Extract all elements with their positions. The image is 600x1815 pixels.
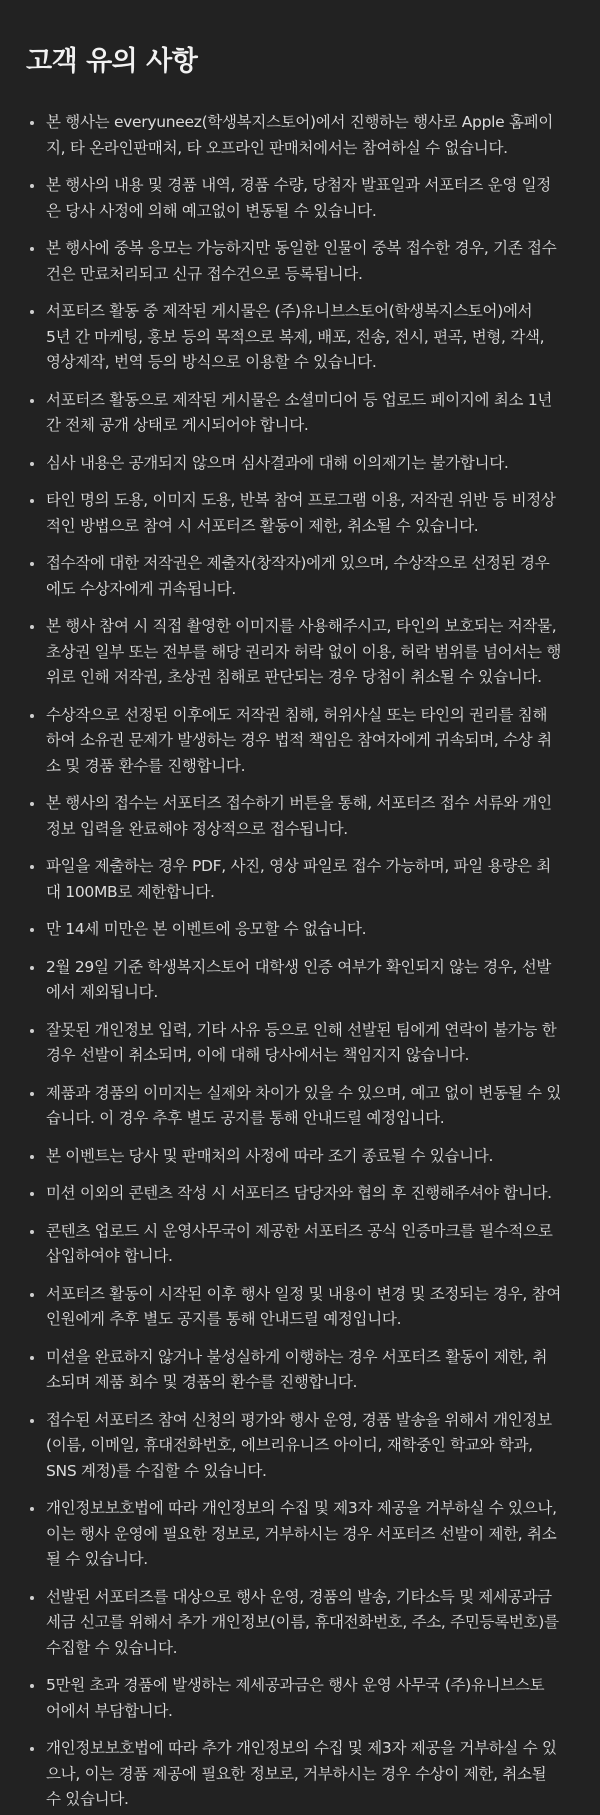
notice-item-text: 제품과 경품의 이미지는 실제와 차이가 있을 수 있으며, 예고 없이 변동될 수 있 <box>46 1083 562 1102</box>
notice-item-text: 미션을 완료하지 않거나 불성실하게 이행하는 경우 서포터즈 활동이 제한, 취 <box>46 1347 548 1366</box>
notice-item <box>26 955 574 1006</box>
notice-item-text: 초상권 일부 또는 전부를 해당 권리자 허락 없이 이용, 허락 범위를 넘어서는 행 <box>46 642 562 661</box>
bullet-dot-icon <box>30 802 34 806</box>
notice-item <box>26 1018 574 1069</box>
notice-item-text: SNS 계정)를 수집할 수 있습니다. <box>46 1461 267 1480</box>
bullet-dot-icon <box>30 928 34 932</box>
notice-item-text: 영상제작, 번역 등의 방식으로 이용할 수 있습니다. <box>46 353 377 371</box>
notice-item-text: 위로 인해 저작권, 초상권 침해로 판단되는 경우 당첨이 취소될 수 있습니다. <box>46 668 542 686</box>
notice-item-text: 접수작에 대한 저작권은 제출자(창작자)에게 있으며, 수상작으로 선정된 경우 <box>46 554 550 572</box>
notice-item-text: 타인 명의 도용, 이미지 도용, 반복 참여 프로그램 이용, 저작권 위반 등 비정상 <box>46 491 556 509</box>
notice-item-text: 본 행사의 내용 및 경품 내역, 경품 수량, 당첨자 발표일과 서포터즈 운영 일정 <box>46 176 551 194</box>
bullet-dot-icon <box>30 1155 34 1159</box>
notice-item <box>26 1345 574 1396</box>
notice-item-text: 하여 소유권 문제가 발생하는 경우 법적 책임은 참여자에게 귀속되며, 수상 취 <box>46 731 552 749</box>
notice-item-text: 수상작으로 선정된 이후에도 저작권 침해, 허위사실 또는 타인의 권리를 침해 <box>46 705 548 724</box>
notice-item-text: 본 행사의 접수는 서포터즈 접수하기 버튼을 통해, 서포터즈 접수 서류와 개인 <box>46 794 552 812</box>
bullet-dot-icon <box>30 1230 34 1234</box>
notice-item-text: 본 행사는 everyuneez(학생복지스토어)에서 진행하는 행사로 Apple 홈페이 <box>46 113 554 131</box>
notice-item-text: 적인 방법으로 참여 시 서포터즈 활동이 제한, 취소될 수 있습니다. <box>46 516 479 535</box>
notice-item <box>26 1144 574 1170</box>
notice-item <box>26 110 574 161</box>
notice-item <box>26 791 574 842</box>
notice-item-text: 은 당사 사정에 의해 예고없이 변동될 수 있습니다. <box>46 201 377 220</box>
bullet-dot-icon <box>30 865 34 869</box>
bullet-dot-icon <box>30 184 34 188</box>
notice-item <box>26 854 574 905</box>
bullet-dot-icon <box>30 247 34 251</box>
bullet-dot-icon <box>30 1293 34 1297</box>
notice-item <box>26 1408 574 1485</box>
notice-item <box>26 451 574 477</box>
bullet-dot-icon <box>30 499 34 503</box>
notice-item-text: 본 이벤트는 당사 및 판매처의 사정에 따라 조기 종료될 수 있습니다. <box>46 1146 494 1165</box>
notice-item <box>26 388 574 439</box>
bullet-dot-icon <box>30 1747 34 1751</box>
bullet-dot-icon <box>30 625 34 629</box>
notice-item-text: 세금 신고를 위해서 추가 개인정보(이름, 휴대전화번호, 주소, 주민등록번호)를 <box>46 1613 559 1631</box>
notice-item-text: 습니다. 이 경우 추후 별도 공지를 통해 안내드릴 예정입니다. <box>46 1109 445 1127</box>
notice-item-text: 될 수 있습니다. <box>46 1550 148 1568</box>
notice-item-text: 에도 수상자에게 귀속됩니다. <box>46 579 236 598</box>
notice-item-text: 5만원 초과 경품에 발생하는 제세공과금은 행사 운영 사무국 (주)유니브스토 <box>46 1676 545 1694</box>
notice-item-text: 잘못된 개인정보 입력, 기타 사유 등으로 인해 선발된 팀에게 연락이 불가능 한 <box>46 1020 557 1039</box>
notice-item-text: 선발된 서포터즈를 대상으로 행사 운영, 경품의 발송, 기타소득 및 제세공과금 <box>46 1587 552 1606</box>
notice-item-text: 수집할 수 있습니다. <box>46 1638 178 1657</box>
notice-item-text: 소되며 제품 회수 및 경품의 환수를 진행합니다. <box>46 1373 358 1391</box>
notice-item-text: 수 있습니다. <box>46 1790 129 1808</box>
bullet-dot-icon <box>30 399 34 403</box>
bullet-dot-icon <box>30 714 34 718</box>
notice-item <box>26 614 574 691</box>
notice-item-text: 접수된 서포터즈 참여 신청의 평가와 행사 운영, 경품 발송을 위해서 개인정보 <box>46 1410 552 1429</box>
notice-item-text: 2월 29일 기준 학생복지스토어 대학생 인증 여부가 확인되지 않는 경우, 선발 <box>46 957 552 976</box>
notice-item-text: 5년 간 마케팅, 홍보 등의 목적으로 복제, 배포, 전송, 전시, 편곡, 변형, 각색, <box>46 327 545 346</box>
notice-title: 고객 유의 사항 <box>26 46 198 77</box>
notice-list <box>26 110 574 1813</box>
notice-item-text: 건은 만료처리되고 신규 접수건으로 등록됩니다. <box>46 264 363 283</box>
notice-item-text: 으나, 이는 경품 제공에 필요한 정보로, 거부하시는 경우 수상이 제한, 취소될 <box>46 1764 547 1783</box>
notice-item-text: 본 행사 참여 시 직접 촬영한 이미지를 사용해주시고, 타인의 보호되는 저작물, <box>46 617 557 635</box>
bullet-dot-icon <box>30 1596 34 1600</box>
notice-item <box>26 917 574 943</box>
bullet-dot-icon <box>30 121 34 125</box>
notice-item <box>26 236 574 287</box>
notice-item-text: 만 14세 미만은 본 이벤트에 응모할 수 없습니다. <box>46 920 367 938</box>
notice-item <box>26 299 574 376</box>
notice-item <box>26 1496 574 1573</box>
notice-item <box>26 173 574 224</box>
notice-item-text: 이는 행사 운영에 필요한 정보로, 거부하시는 경우 서포터즈 선발이 제한, 취소 <box>46 1524 557 1543</box>
notice-item-text: 서포터즈 활동이 시작된 이후 행사 일정 및 내용이 변경 및 조정되는 경우, 참여 <box>46 1284 562 1303</box>
notice-item <box>26 1282 574 1333</box>
notice-item <box>26 1081 574 1132</box>
notice-item-text: 소 및 경품 환수를 진행합니다. <box>46 756 246 775</box>
notice-item-text: 삽입하여야 합니다. <box>46 1247 173 1265</box>
notice-item <box>26 1673 574 1724</box>
notice-item-text: 파일을 제출하는 경우 PDF, 사진, 영상 파일로 접수 가능하며, 파일 용량은 최 <box>46 857 551 875</box>
notice-item <box>26 551 574 602</box>
notice-item <box>26 703 574 780</box>
notice-item-text: 미션 이외의 콘텐츠 작성 시 서포터즈 담당자와 협의 후 진행해주셔야 합니다. <box>46 1184 552 1202</box>
notice-item-text: 개인정보보호법에 따라 개인정보의 수집 및 제3자 제공을 거부하실 수 있으나, <box>46 1499 557 1517</box>
bullet-dot-icon <box>30 310 34 314</box>
notice-item <box>26 1219 574 1270</box>
bullet-dot-icon <box>30 1029 34 1033</box>
notice-item-text: 지, 타 온라인판매처, 타 오프라인 판매처에서는 참여하실 수 없습니다. <box>46 138 508 157</box>
notice-item-text: 콘텐츠 업로드 시 운영사무국이 제공한 서포터즈 공식 인증마크를 필수적으로 <box>46 1221 553 1240</box>
bullet-dot-icon <box>30 1507 34 1511</box>
bullet-dot-icon <box>30 462 34 466</box>
notice-item-text: 정보 입력을 완료해야 정상적으로 접수됩니다. <box>46 819 348 838</box>
notice-item-text: 개인정보보호법에 따라 추가 개인정보의 수집 및 제3자 제공을 거부하실 수 있 <box>46 1739 557 1757</box>
notice-item-text: 경우 선발이 취소되며, 이에 대해 당사에서는 책임지지 않습니다. <box>46 1046 470 1064</box>
bullet-dot-icon <box>30 1192 34 1196</box>
notice-item-text: 대 100MB로 제한합니다. <box>46 882 215 901</box>
bullet-dot-icon <box>30 562 34 566</box>
notice-item <box>26 1181 574 1207</box>
notice-item <box>26 488 574 539</box>
bullet-dot-icon <box>30 966 34 970</box>
notice-item <box>26 1736 574 1813</box>
notice-item-text: 인원에게 추후 별도 공지를 통해 안내드릴 예정입니다. <box>46 1310 402 1328</box>
bullet-dot-icon <box>30 1419 34 1423</box>
notice-item-text: 심사 내용은 공개되지 않으며 심사결과에 대해 이의제기는 불가합니다. <box>46 453 509 472</box>
notice-item-text: 서포터즈 활동 중 제작된 게시물은 (주)유니브스토어(학생복지스토어)에서 <box>46 302 533 320</box>
notice-item-text: (이름, 이메일, 휴대전화번호, 에브리유니즈 아이디, 재학중인 학교와 학과, <box>46 1436 533 1454</box>
notice-item-text: 에서 제외됩니다. <box>46 983 158 1001</box>
notice-item <box>26 1585 574 1662</box>
bullet-dot-icon <box>30 1684 34 1688</box>
notice-item-text: 간 전체 공개 상태로 게시되어야 합니다. <box>46 416 309 434</box>
notice-item-text: 서포터즈 활동으로 제작된 게시물은 소셜미디어 등 업로드 페이지에 최소 1년 <box>46 390 553 409</box>
notice-item-text: 본 행사에 중복 응모는 가능하지만 동일한 인물이 중복 접수한 경우, 기존 접수 <box>46 239 557 257</box>
bullet-dot-icon <box>30 1356 34 1360</box>
bullet-dot-icon <box>30 1092 34 1096</box>
notice-item-text: 어에서 부담합니다. <box>46 1701 173 1720</box>
